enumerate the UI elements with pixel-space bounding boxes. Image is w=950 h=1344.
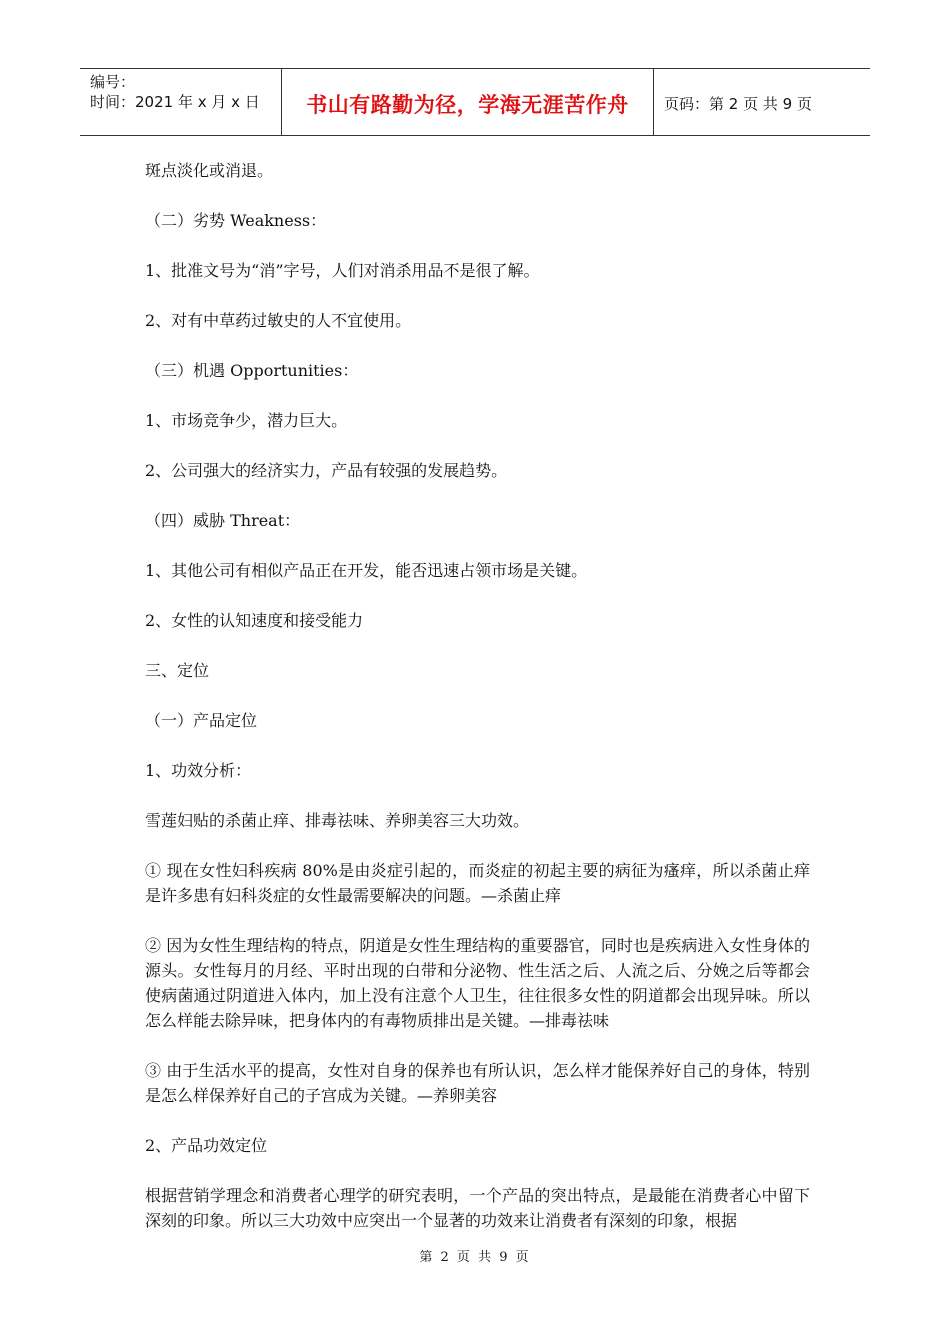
paragraph: ② 因为女性生理结构的特点，阴道是女性生理结构的重要器官，同时也是疾病进入女性身体的源头。女性每月的月经、平时出现的白带和分泌物、性生活之后、人流之后、分娩之后等都会使病菌通过阴道进入体内，加上没有注意个人卫生，往往很多女性的阴道都会出现异味。所以怎么样能去除异味，把身体内的有毒物质排出是关键。—排毒祛味 [145, 936, 810, 1030]
serial-number-label: 编号： [90, 73, 136, 91]
paragraph: 2、产品功效定位 [145, 1136, 268, 1155]
header-motto-cell [282, 69, 654, 135]
paragraph: 根据营销学理念和消费者心理学的研究表明，一个产品的突出特点，是最能在消费者心中留下深刻的印象。所以三大功效中应突出一个显著的功效来让消费者有深刻的印象，根据 [145, 1186, 810, 1230]
header-page-info: 页码：第 2 页 共 9 页 [664, 94, 812, 113]
section-heading: （二）劣势 Weakness： [145, 211, 327, 230]
header-motto: 书山有路勤为径，学海无涯苦作舟 [306, 93, 629, 117]
paragraph: 2、公司强大的经济实力，产品有较强的发展趋势。 [145, 461, 508, 480]
paragraph: 2、女性的认知速度和接受能力 [145, 611, 364, 630]
page-footer: 第 2 页 共 9 页 [419, 1250, 531, 1265]
paragraph: 1、功效分析： [145, 761, 252, 780]
paragraph: 1、市场竞争少，潜力巨大。 [145, 411, 348, 430]
paragraph: 斑点淡化或消退。 [145, 161, 274, 180]
header-page-cell [654, 69, 870, 135]
paragraph: 1、批准文号为“消”字号，人们对消杀用品不是很了解。 [145, 261, 540, 280]
header-meta [80, 69, 282, 135]
section-heading: 三、定位 [145, 661, 210, 680]
paragraph: ① 现在女性妇科疾病 80%是由炎症引起的，而炎症的初起主要的病征为瘙痒，所以杀菌止痒是许多患有妇科炎症的女性最需要解决的问题。—杀菌止痒 [145, 861, 810, 905]
paragraph: ③ 由于生活水平的提高，女性对自身的保养也有所认识，怎么样才能保养好自己的身体，特别是怎么样保养好自己的子宫成为关键。—养卵美容 [145, 1061, 810, 1105]
paragraph: 2、对有中草药过敏史的人不宜使用。 [145, 311, 412, 330]
section-heading: （一）产品定位 [145, 711, 258, 730]
date-label: 时间：2021 年 x 月 x 日 [90, 93, 260, 111]
paragraph: 雪莲妇贴的杀菌止痒、排毒祛味、养卵美容三大功效。 [145, 811, 530, 830]
section-heading: （四）威胁 Threat： [145, 511, 301, 530]
section-heading: （三）机遇 Opportunities： [145, 361, 359, 380]
document-header [80, 68, 870, 136]
paragraph: 1、其他公司有相似产品正在开发，能否迅速占领市场是关键。 [145, 561, 588, 580]
document-body [145, 158, 810, 1258]
